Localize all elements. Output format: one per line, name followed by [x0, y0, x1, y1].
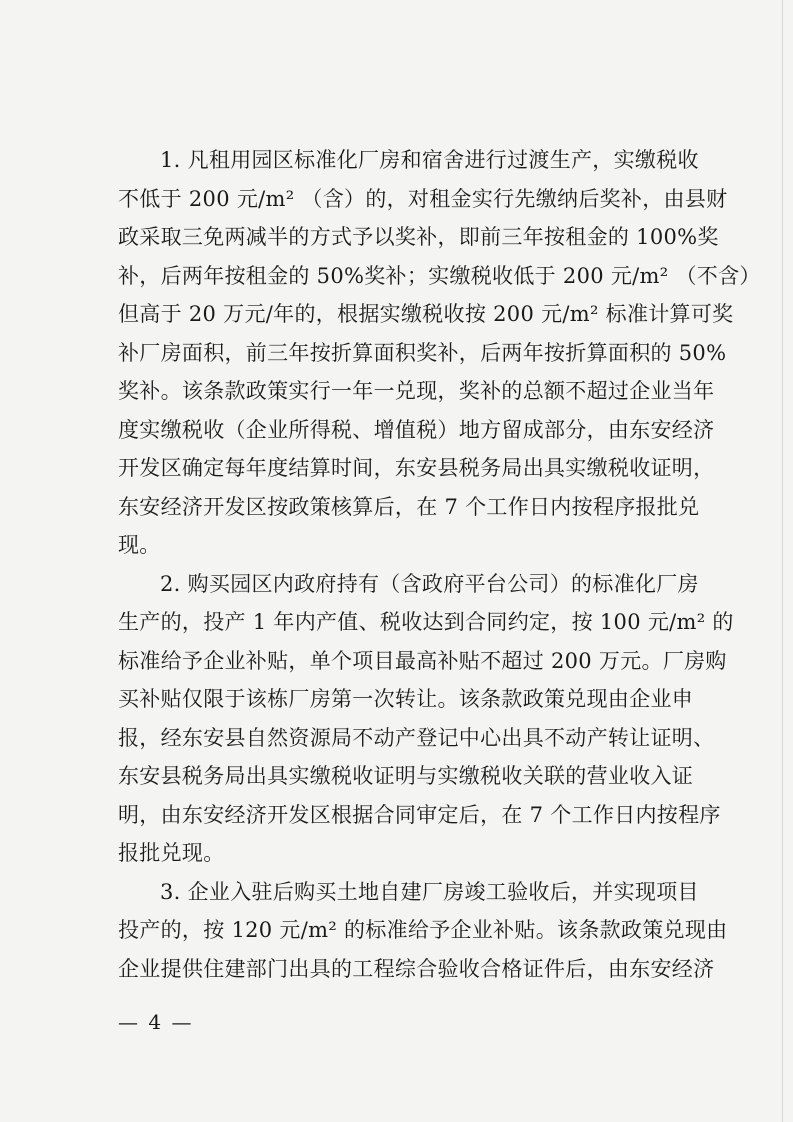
text-line: 报，经东安县自然资源局不动产登记中心出具不动产转让证明、 — [118, 725, 715, 750]
text-line: 1. 凡租用园区标准化厂房和宿舍进行过渡生产，实缴税收 — [160, 148, 699, 172]
paragraph-1 — [118, 141, 761, 565]
text-line: 补厂房面积，前三年按折算面积奖补，后两年按折算面积的 50% — [118, 340, 727, 365]
text-line: 投产的，按 120 元/m² 的标准给予企业补贴。该条款政策兑现由 — [118, 918, 728, 942]
text-line: 标准给予企业补贴，单个项目最高补贴不超过 200 万元。厂房购 — [118, 648, 727, 673]
text-line: 明，由东安经济开发区根据合同审定后，在 7 个工作日内按程序 — [118, 802, 721, 827]
page-number: — 4 — — [118, 1010, 194, 1034]
text-line: 生产的，投产 1 年内产值、税收达到合同约定，按 100 元/m² 的 — [118, 610, 734, 634]
text-line: 开发区确定每年度结算时间，东安县税务局出具实缴税收证明， — [118, 456, 715, 480]
text-line: 现。 — [118, 533, 161, 557]
text-line: 买补贴仅限于该栋厂房第一次转让。该条款政策兑现由企业申 — [118, 687, 694, 711]
text-line: 但高于 20 万元/年的，根据实缴税收按 200 元/m² 标准计算可奖 — [118, 302, 734, 326]
document-body — [118, 141, 761, 988]
text-line: 政采取三免两减半的方式予以奖补，即前三年按租金的 100%奖 — [118, 225, 719, 249]
text-line: 度实缴税收（企业所得税、增值税）地方留成部分，由东安经济 — [118, 417, 715, 442]
text-line: 东安县税务局出具实缴税收证明与实缴税收关联的营业收入证 — [118, 764, 694, 788]
text-line: 奖补。该条款政策实行一年一兑现，奖补的总额不超过企业当年 — [118, 379, 715, 403]
paragraph-2 — [118, 565, 734, 873]
paragraph-3 — [118, 873, 728, 989]
text-line: 补，后两年按租金的 50%奖补；实缴税收低于 200 元/m² （不含） — [118, 263, 761, 288]
text-line: 3. 企业入驻后购买土地自建厂房竣工验收后，并实现项目 — [160, 879, 699, 904]
text-line: 不低于 200 元/m² （含）的，对租金实行先缴纳后奖补，由县财 — [118, 186, 728, 211]
text-line: 2. 购买园区内政府持有（含政府平台公司）的标准化厂房 — [160, 571, 699, 596]
text-line: 报批兑现。 — [118, 841, 225, 865]
text-line: 企业提供住建部门出具的工程综合验收合格证件后，由东安经济 — [118, 956, 715, 981]
text-line: 东安经济开发区按政策核算后，在 7 个工作日内按程序报批兑 — [118, 494, 700, 519]
scan-edge-line — [782, 0, 783, 1122]
